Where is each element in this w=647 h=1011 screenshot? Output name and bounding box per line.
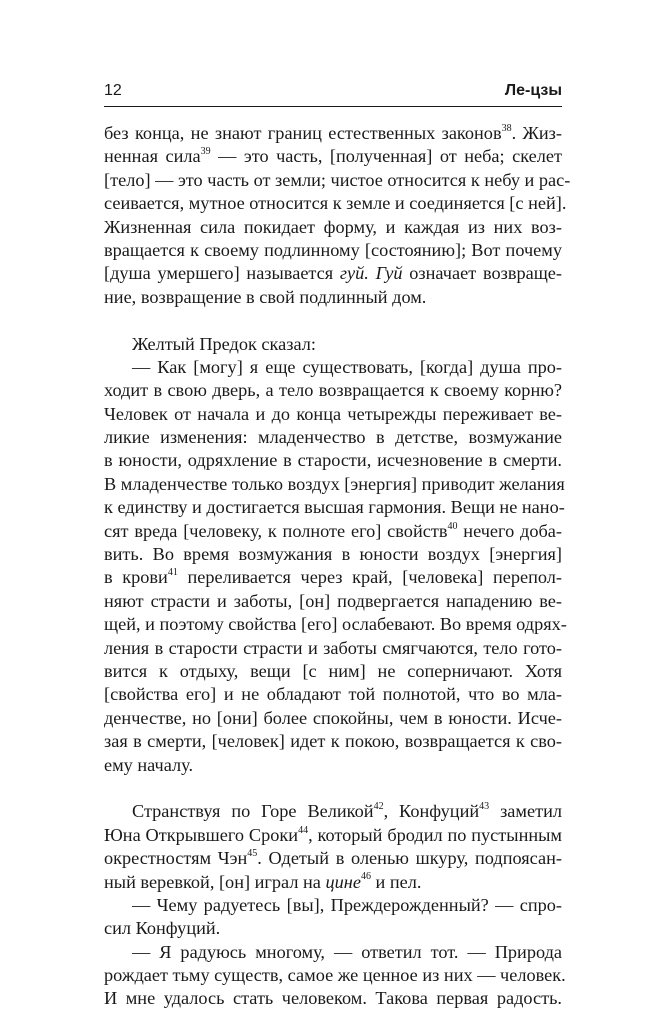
footnote-ref: 42	[373, 801, 384, 813]
text-line: щей, и поэтому свойства [его] ослабевают. Во время одрях-	[104, 614, 567, 635]
text-line: — Чему радуетесь [вы], Преждерожденный? — спро-	[132, 894, 562, 915]
page-header	[104, 78, 562, 107]
text-line: Странствуя по Горе Великой$^{42}$, Конфуций$^{43}$ заметил	[132, 801, 562, 822]
text-line: няют страсти и заботы, [он] подвергается нападению ве-	[104, 590, 562, 611]
text-line: денчестве, но [они] более спокойны, чем в юности. Исче-	[104, 707, 562, 728]
footnote-ref: 46	[360, 871, 371, 883]
text-line: сил Конфуций.	[104, 918, 221, 939]
text-line: рождает тьму существ, самое же ценное из них — человек.	[104, 965, 566, 986]
paragraph	[104, 800, 566, 1011]
paragraph	[104, 333, 567, 777]
text-line: без конца, не знают границ естественных законов$^{38}$. Жиз-	[104, 122, 562, 143]
text-line: [тело] — это часть от земли; чистое относится к небу и рас-	[104, 169, 571, 190]
text-line: вится к отдыху, вещи [с ним] не соперничают. Хотя	[104, 660, 562, 681]
text-line: ный веревкой, [он] играл на цине$^{46}$ и пел.	[104, 871, 422, 892]
paragraph	[104, 122, 571, 309]
text-line: Жизненная сила покидает форму, и каждая из них воз-	[104, 216, 562, 237]
text-line: ликие изменения: младенчество в детстве, возмужание	[104, 427, 562, 448]
text-line: ления в старости страсти и заботы смягчаются, тело гото-	[104, 637, 562, 658]
text-line: в крови$^{41}$ переливается через край, [человека] перепол-	[104, 567, 563, 588]
footnote-ref: 43	[479, 801, 490, 813]
footnote-ref: 39	[200, 146, 211, 158]
text-line: Юна Открывшего Сроки$^{44}$, который бродил по пустынным	[104, 824, 562, 845]
text-line: — Как [могу] я еще существовать, [когда] душа про-	[132, 356, 562, 377]
text-line: в юности, одряхление в старости, исчезновение в смерти.	[104, 450, 562, 471]
text-line: ходит в свою дверь, а тело возвращается к своему корню?	[104, 380, 562, 401]
text-line: ему началу.	[104, 754, 194, 775]
text-line: ние, возвращение в свой подлинный дом.	[104, 286, 427, 307]
text-line: И мне удалось стать человеком. Такова первая радость.	[104, 988, 562, 1009]
page-number: 12	[104, 82, 122, 99]
text-line: Человек от начала и до конца четырежды переживает ве-	[104, 403, 562, 424]
footnote-ref: 38	[501, 122, 512, 134]
text-line: Желтый Предок сказал:	[132, 333, 316, 354]
text-body	[104, 122, 571, 1011]
text-line: В младенчестве только воздух [энергия] приводит желания	[104, 473, 565, 494]
footnote-ref: 40	[447, 520, 458, 532]
footnote-ref: 45	[247, 848, 258, 860]
footnote-ref: 44	[298, 824, 309, 836]
text-line: зая в смерти, [человек] идет к покою, возвращается к сво-	[104, 731, 562, 752]
text-line: [свойства его] и не обладают той полнотой, что во мла-	[104, 684, 562, 705]
text-line: ненная сила$^{39}$ — это часть, [полученная] от неба; скелет	[104, 146, 562, 167]
text-line: сеивается, мутное относится к земле и соединяется [с ней].	[104, 193, 567, 214]
text-line: сят вреда [человеку, к полноте его] свойств$^{40}$ нечего доба-	[104, 520, 562, 541]
text-line: — Я радуюсь многому, — ответил тот. — Природа	[132, 941, 562, 962]
text-line: [душа умершего] называется гуй. Гуй означает возвраще-	[104, 263, 562, 284]
text-line: вращается к своему подлинному [состоянию]; Вот почему	[104, 239, 562, 260]
running-title: Ле-цзы	[504, 82, 562, 99]
text-line: окрестностям Чэн$^{45}$. Одетый в оленью шкуру, подпоясан-	[104, 848, 562, 869]
text-line: вить. Во время возмужания в юности воздух [энергия]	[104, 544, 562, 565]
footnote-ref: 41	[167, 567, 178, 579]
text-line: к единству и достигается высшая гармония. Вещи не нано-	[104, 497, 565, 518]
